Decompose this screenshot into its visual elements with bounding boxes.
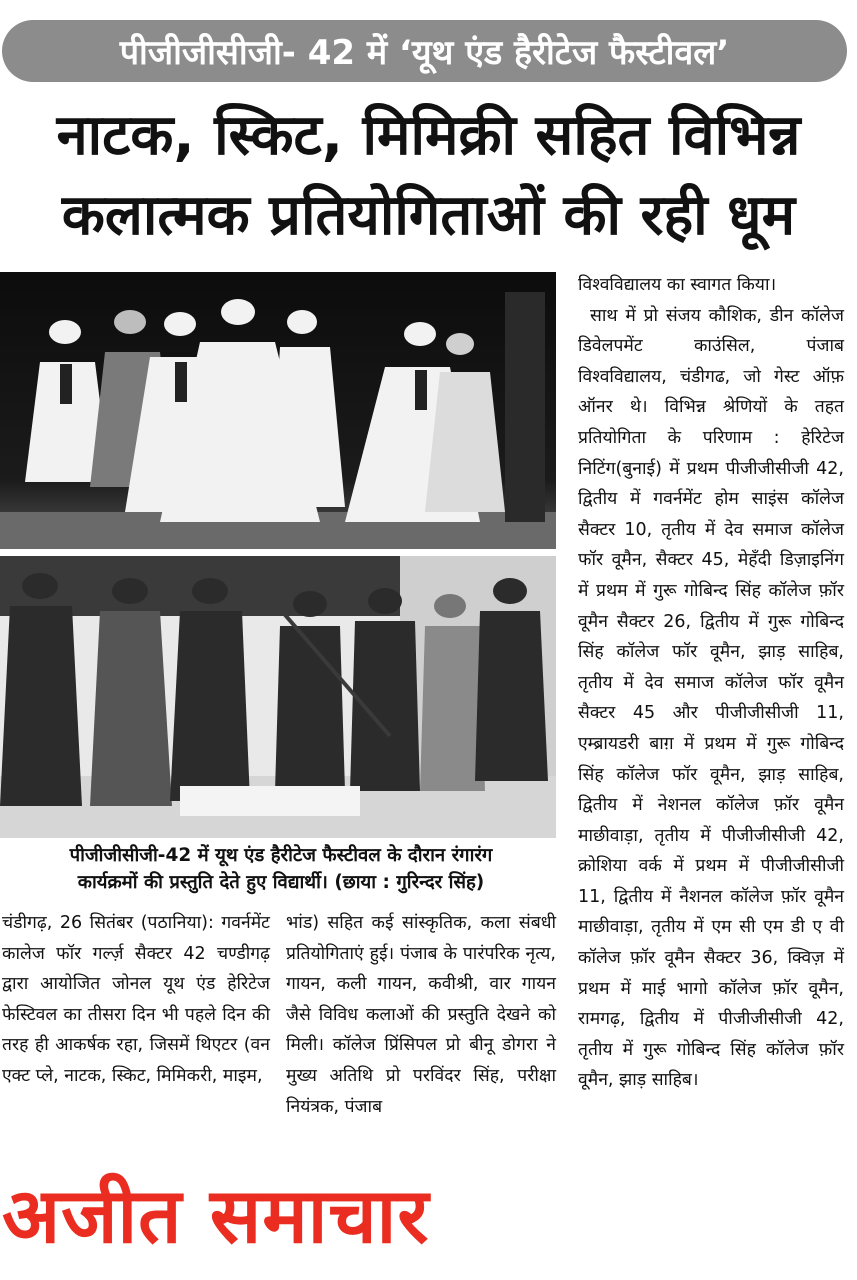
caption-line-1: पीजीजीसीजी-42 में यूथ एंड हैरीटेज फैस्टीवल के दौरान रंगारंग bbox=[69, 845, 493, 866]
newspaper-masthead: अजीत समाचार bbox=[2, 1171, 430, 1260]
kicker-banner bbox=[2, 20, 847, 82]
article-column-1 bbox=[2, 908, 270, 1092]
article-column-3 bbox=[578, 270, 844, 1096]
photo-caption bbox=[0, 842, 562, 896]
stage-play-photo bbox=[0, 556, 556, 838]
article-column-2 bbox=[286, 908, 556, 1122]
kicker-text: पीजीजीसीजी- 42 में ‘यूथ एंड हैरीटेज फैस्टीवल’ bbox=[119, 33, 730, 73]
headline bbox=[0, 96, 857, 256]
caption-line-2: कार्यक्रमों की प्रस्तुति देते हुए विद्यार्थी। (छाया : गुरिन्दर सिंह) bbox=[77, 872, 485, 893]
article-paragraph: विश्वविद्यालय का स्वागत किया। bbox=[578, 275, 777, 295]
article-paragraph: चंडीगढ़, 26 सितंबर (पठानिया): गवर्नमेंट कालेज फॉर गर्ल्ज़ सैक्टर 42 चण्डीगढ़ द्वारा आयोजित जोनल यूथ एंड हेरिटेज फेस्टिवल का तीसरा दिन भी पहले दिन की तरह ही आकर्षक रहा, जिसमें थिएटर (वन एक्ट प्ले, नाटक, स्किट, मिमिकरी, माइम, bbox=[2, 913, 270, 1086]
headline-line-1: नाटक, स्किट, मिमिक्री सहित विभिन्न bbox=[56, 103, 801, 168]
article-paragraph: साथ में प्रो संजय कौशिक, डीन कॉलेज डिवेलपमेंट काउंसिल, पंजाब विश्वविद्यालय, चंडीगढ, जो गेस्ट ऑफ़ ऑनर थे। विभिन्न श्रेणियों के तहत प्रतियोगिता के परिणाम : हेरिटेज निटिंग(बुनाई) में प्रथम पीजीजीसीजी 42, द्वितीय में गवर्नमेंट होम साइंस कॉलेज सैक्टर 10, तृतीय में देव समाज कॉलेज फॉर वूमैन, सैक्टर 45, मेहँदी डिज़ाइनिंग में प्रथम में गुरू गोबिन्द सिंह कॉलेज फ़ॉर वूमैन सैक्टर 26, द्वितीय में गुरू गोबिन्द सिंह कॉलेज फॉर वूमैन, झाड़ साहिब, तृतीय में देव समाज कॉलेज फॉर वूमैन सैक्टर 45 और पीजीजीसीजी 11, एम्ब्रायडरी बाग़ में प्रथम में गुरू गोबिन्द सिंह कॉलेज फॉर वूमैन, झाड़ साहिब, द्वितीय में नेशनल कॉलेज फ़ॉर वूमैन माछीवाड़ा, तृतीय में पीजीजीसीजी 42, क्रोशिया वर्क में प्रथम में पीजीजीसीजी 11, द्वितीय में नैशनल कॉलेज फ़ॉर वूमैन माछीवाड़ा, तृतीय में एम सी एम डी ए वी कॉलेज फ़ॉर वूमैन सैक्टर 36, क्विज़ में प्रथम में माई भागो कॉलेज फ़ॉर वूमैन, रामगढ़, द्वितीय में पीजीजीसीजी 42, तृतीय में गुरू गोबिन्द सिंह कॉलेज फ़ॉर वूमैन, झाड़ साहिब। bbox=[578, 305, 844, 1091]
dance-photo bbox=[0, 272, 556, 549]
article-paragraph: भांड) सहित कई सांस्कृतिक, कला संबधी प्रतियोगिताएं हुई। पंजाब के पारंपरिक नृत्य, गायन, कली गायन, कवीश्री, वार गायन जैसे विविध कलाओं की प्रस्तुति देखने को मिली। कॉलेज प्रिंसिपल प्रो बीनू डोगरा ने मुख्य अतिथि प्रो परविंदर सिंह, परीक्षा नियंत्रक, पंजाब bbox=[286, 913, 556, 1117]
headline-line-2: कलात्मक प्रतियोगिताओं की रही धूम bbox=[61, 183, 796, 248]
